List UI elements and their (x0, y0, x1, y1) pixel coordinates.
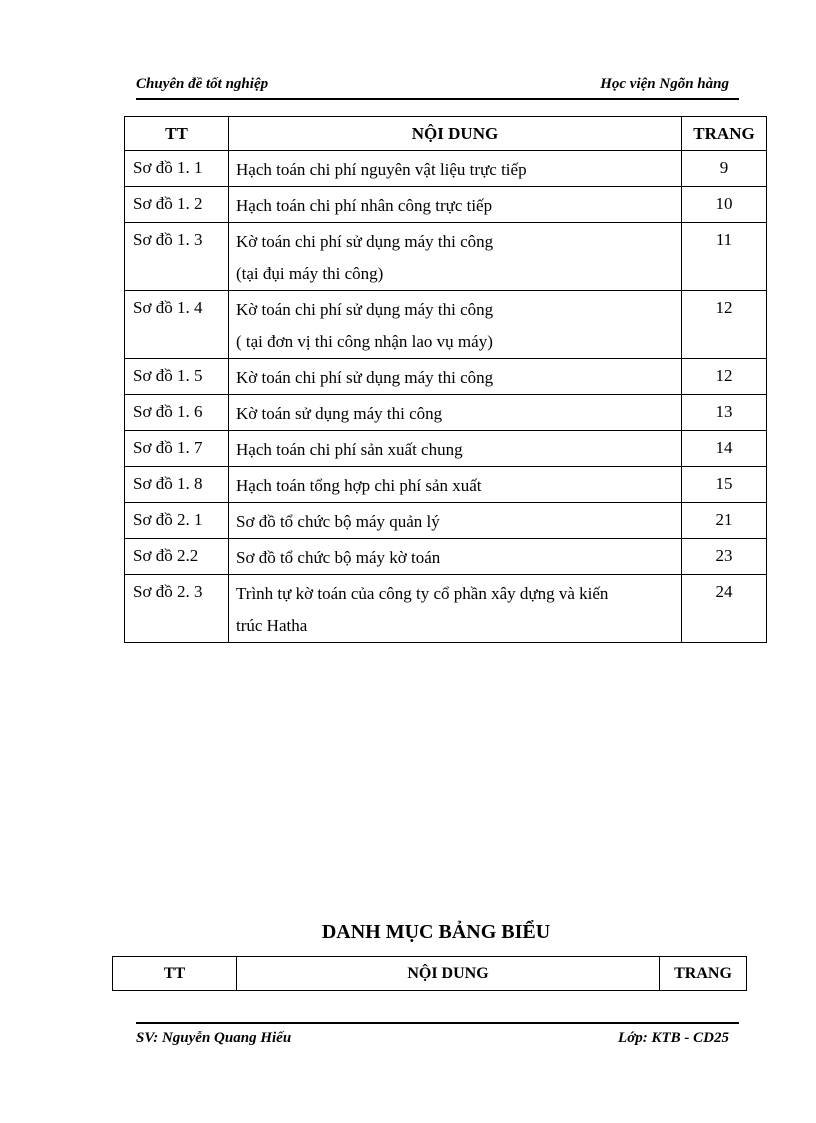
row-content (229, 503, 682, 539)
row-content-line: Trình tự kờ toán của công ty cổ phần xây dựng và kiến (236, 584, 609, 603)
row-content (229, 431, 682, 467)
row-tt: Sơ đồ 2. 3 (125, 575, 229, 643)
table-row (125, 467, 767, 503)
row-content (229, 223, 682, 291)
col-content-header: NỘI DUNG (237, 957, 660, 991)
row-content-line: trúc Hatha (236, 616, 308, 635)
table-row (125, 291, 767, 359)
row-content-line: Kờ toán sử dụng máy thi công (236, 404, 443, 423)
diagram-list-table (124, 116, 767, 643)
row-content (229, 575, 682, 643)
row-page: 15 (682, 467, 767, 503)
footer-left: SV: Nguyễn Quang Hiếu (136, 1030, 292, 1046)
row-content (229, 539, 682, 575)
table-row (125, 539, 767, 575)
row-tt: Sơ đồ 1. 3 (125, 223, 229, 291)
page-footer (136, 1022, 739, 1048)
row-page: 12 (682, 291, 767, 359)
table-row (125, 395, 767, 431)
col-page-header: TRANG (682, 117, 767, 151)
row-content (229, 467, 682, 503)
row-content-line: Sơ đồ tổ chức bộ máy kờ toán (236, 548, 441, 567)
row-tt: Sơ đồ 1. 1 (125, 151, 229, 187)
table-row (125, 151, 767, 187)
row-tt: Sơ đồ 1. 4 (125, 291, 229, 359)
row-content (229, 359, 682, 395)
row-tt: Sơ đồ 1. 5 (125, 359, 229, 395)
table-body (125, 151, 767, 643)
row-content-line: (tại đụi máy thi công) (236, 264, 384, 283)
col-tt-header: TT (113, 957, 237, 991)
row-content-line: Hạch toán tổng hợp chi phí sản xuất (236, 476, 482, 495)
row-page: 12 (682, 359, 767, 395)
row-content (229, 187, 682, 223)
header-left: Chuyên đề tốt nghiệp (136, 76, 269, 92)
col-tt-header: TT (125, 117, 229, 151)
row-content-line: Kờ toán chi phí sử dụng máy thi công (236, 232, 494, 251)
row-tt: Sơ đồ 1. 8 (125, 467, 229, 503)
row-content-line: Hạch toán chi phí sản xuất chung (236, 440, 463, 459)
row-page: 24 (682, 575, 767, 643)
row-page: 9 (682, 151, 767, 187)
table-row (125, 575, 767, 643)
row-content-line: Hạch toán chi phí nhân công trực tiếp (236, 196, 493, 215)
row-content-line: Kờ toán chi phí sử dụng máy thi công (236, 300, 494, 319)
row-content (229, 291, 682, 359)
table-list-table (112, 956, 747, 991)
table-row (125, 223, 767, 291)
row-content-line: Kờ toán chi phí sử dụng máy thi công (236, 368, 494, 387)
row-content-line: ( tại đơn vị thi công nhận lao vụ máy) (236, 332, 493, 351)
col-page-header: TRANG (660, 957, 747, 991)
row-page: 10 (682, 187, 767, 223)
table-header-row (125, 117, 767, 151)
page-header (136, 76, 739, 100)
col-content-header: NỘI DUNG (229, 117, 682, 151)
row-tt: Sơ đồ 1. 7 (125, 431, 229, 467)
section-title: DANH MỤC BẢNG BIỂU (321, 921, 551, 943)
row-content (229, 151, 682, 187)
row-content (229, 395, 682, 431)
row-tt: Sơ đồ 2. 1 (125, 503, 229, 539)
table-row (125, 359, 767, 395)
table-row (125, 187, 767, 223)
row-tt: Sơ đồ 1. 6 (125, 395, 229, 431)
row-content-line: Hạch toán chi phí nguyên vật liệu trực tiếp (236, 160, 527, 179)
row-page: 23 (682, 539, 767, 575)
table-header-row (113, 957, 747, 991)
row-page: 14 (682, 431, 767, 467)
row-page: 11 (682, 223, 767, 291)
row-tt: Sơ đồ 2.2 (125, 539, 229, 575)
row-tt: Sơ đồ 1. 2 (125, 187, 229, 223)
footer-right: Lớp: KTB - CD25 (618, 1030, 729, 1046)
row-page: 13 (682, 395, 767, 431)
row-content-line: Sơ đồ tổ chức bộ máy quản lý (236, 512, 440, 531)
header-right: Học viện Ngõn hàng (600, 76, 729, 92)
row-page: 21 (682, 503, 767, 539)
table-row (125, 431, 767, 467)
table-row (125, 503, 767, 539)
